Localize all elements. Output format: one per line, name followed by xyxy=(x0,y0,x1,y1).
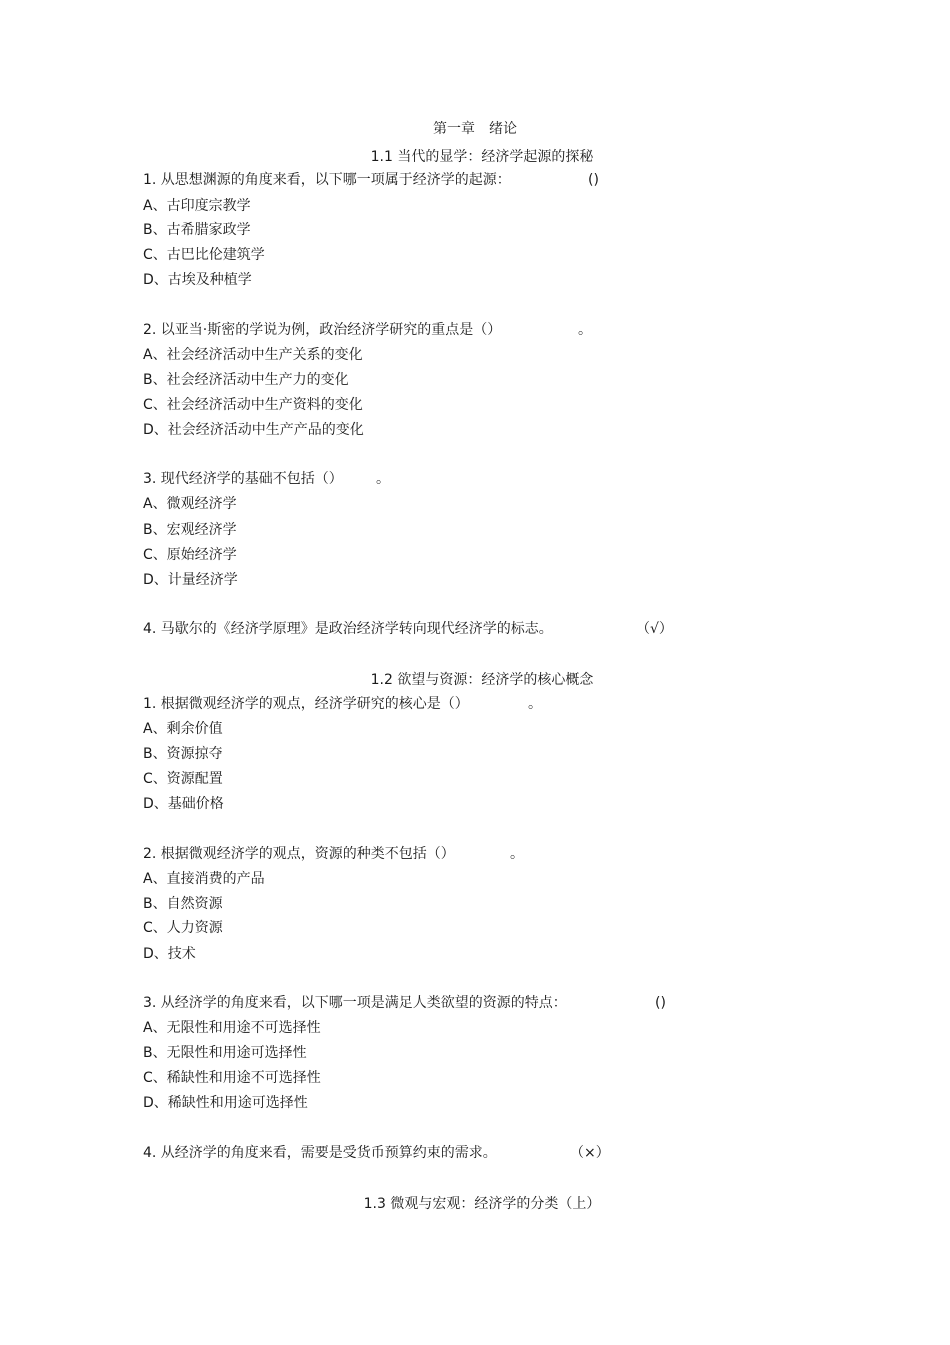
option: A、直接消费的产品 xyxy=(143,871,265,887)
answer-mark: 。 xyxy=(376,471,390,487)
option: A、无限性和用途不可选择性 xyxy=(143,1020,321,1036)
question-stem: 2. 根据微观经济学的观点，资源的种类不包括（） xyxy=(143,846,455,862)
question-stem: 1. 从思想渊源的角度来看，以下哪一项属于经济学的起源： xyxy=(143,172,511,188)
answer-mark: () xyxy=(588,172,599,188)
option: C、古巴比伦建筑学 xyxy=(143,247,265,263)
answer-mark: （√） xyxy=(636,621,673,637)
question-stem: 2. 以亚当·斯密的学说为例，政治经济学研究的重点是（） xyxy=(143,322,502,338)
question-stem: 3. 现代经济学的基础不包括（） xyxy=(143,471,343,487)
section-title: 1.2 欲望与资源：经济学的核心概念 xyxy=(370,672,594,688)
option: C、稀缺性和用途不可选择性 xyxy=(143,1070,321,1086)
option: B、资源掠夺 xyxy=(143,746,223,762)
answer-mark: （×） xyxy=(570,1145,610,1161)
answer-mark: 。 xyxy=(578,322,592,338)
question-stem: 3. 从经济学的角度来看，以下哪一项是满足人类欲望的资源的特点： xyxy=(143,995,567,1011)
option: A、古印度宗教学 xyxy=(143,198,251,214)
option: C、人力资源 xyxy=(143,920,223,936)
option: C、资源配置 xyxy=(143,771,223,787)
option: D、古埃及种植学 xyxy=(143,272,252,288)
option: D、基础价格 xyxy=(143,796,224,812)
answer-mark: () xyxy=(655,995,666,1011)
option: D、社会经济活动中生产产品的变化 xyxy=(143,422,364,438)
option: B、社会经济活动中生产力的变化 xyxy=(143,372,349,388)
option: B、自然资源 xyxy=(143,896,223,912)
option: A、剩余价值 xyxy=(143,721,223,737)
question-stem: 1. 根据微观经济学的观点，经济学研究的核心是（） xyxy=(143,696,469,712)
option: B、宏观经济学 xyxy=(143,522,237,538)
option: C、社会经济活动中生产资料的变化 xyxy=(143,397,363,413)
question-stem: 4. 从经济学的角度来看，需要是受货币预算约束的需求。 xyxy=(143,1145,497,1161)
option: A、社会经济活动中生产关系的变化 xyxy=(143,347,363,363)
option: D、稀缺性和用途可选择性 xyxy=(143,1095,308,1111)
option: B、无限性和用途可选择性 xyxy=(143,1045,307,1061)
section-title: 1.1 当代的显学：经济学起源的探秘 xyxy=(370,149,594,165)
section-title: 1.3 微观与宏观：经济学的分类（上） xyxy=(363,1196,601,1212)
answer-mark: 。 xyxy=(528,696,542,712)
option: B、古希腊家政学 xyxy=(143,222,251,238)
option: A、微观经济学 xyxy=(143,496,237,512)
option: D、计量经济学 xyxy=(143,572,238,588)
option: D、技术 xyxy=(143,946,196,962)
answer-mark: 。 xyxy=(510,846,524,862)
question-stem: 4. 马歇尔的《经济学原理》是政治经济学转向现代经济学的标志。 xyxy=(143,621,553,637)
chapter-title: 第一章 绪论 xyxy=(433,121,517,137)
option: C、原始经济学 xyxy=(143,547,237,563)
